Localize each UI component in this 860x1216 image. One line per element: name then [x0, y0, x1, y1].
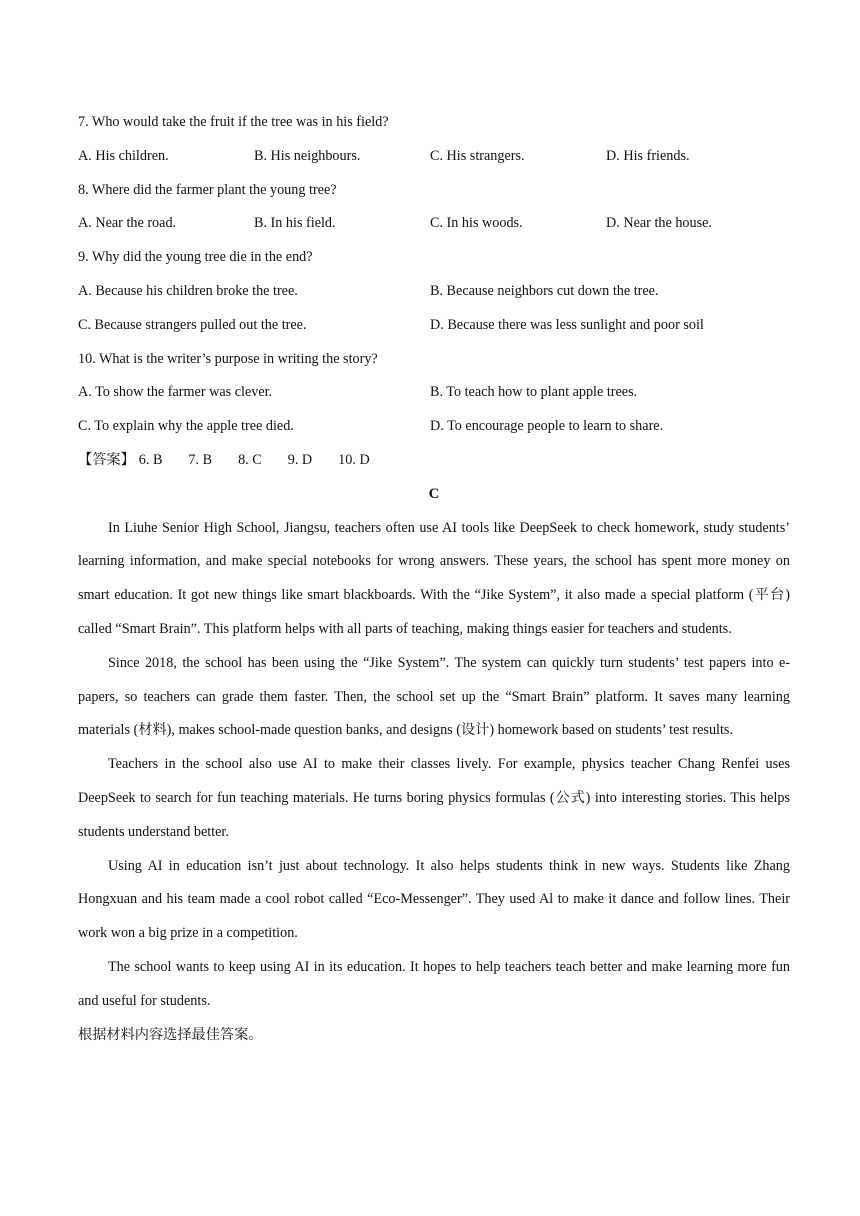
passage-paragraph-1: In Liuhe Senior High School, Jiangsu, teachers often use AI tools like DeepSeek to check homework, study students’ learning information, and make special notebooks for wrong answers. These years, the school has spent more money on smart education. It got new things like smart blackboards. With the “Jike System”, it also made a special platform (平台) called “Smart Brain”. This platform helps with all parts of teaching, making things easier for teachers and students.: [78, 519, 790, 637]
answer-key: [78, 444, 790, 478]
question-7-option-b: B. His neighbours.: [254, 147, 361, 164]
question-10-options-row-1: [78, 376, 790, 410]
question-8-stem: 8. Where did the farmer plant the young tree?: [78, 181, 337, 198]
question-7-stem: 7. Who would take the fruit if the tree was in his field?: [78, 114, 389, 130]
question-7-option-d: D. His friends.: [606, 147, 690, 164]
question-9-option-c: C. Because strangers pulled out the tree.: [78, 316, 307, 333]
answer-item: 6. B: [138, 451, 163, 468]
question-9-option-d: D. Because there was less sunlight and poor soil: [430, 316, 704, 333]
section-title: C: [428, 485, 440, 502]
passage-paragraph-3: Teachers in the school also use AI to make their classes lively. For example, physics teacher Chang Renfei uses DeepSeek to search for fun teaching materials. He turns boring physics formulas (公式) into interesting stories. This helps students understand better.: [78, 756, 790, 840]
question-8-option-b: B. In his field.: [254, 215, 336, 232]
question-7-options: [78, 140, 790, 174]
question-9-stem: 9. Why did the young tree die in the end?: [78, 249, 313, 266]
answer-item: 9. D: [287, 451, 313, 468]
question-9-option-a: A. Because his children broke the tree.: [78, 282, 298, 299]
question-7-option-a: A. His children.: [78, 147, 169, 164]
answer-label: 【答案】: [78, 451, 135, 468]
document-page: [78, 106, 790, 1052]
question-10-option-d: D. To encourage people to learn to share.: [430, 418, 664, 435]
question-8-option-c: C. In his woods.: [430, 215, 523, 232]
instruction-text: 根据材料内容选择最佳答案。: [78, 1026, 263, 1043]
answer-item: 10. D: [338, 451, 370, 468]
question-9-option-b: B. Because neighbors cut down the tree.: [430, 282, 659, 299]
question-7-option-c: C. His strangers.: [430, 147, 525, 164]
question-9-options-row-2: [78, 309, 790, 343]
question-10-options-row-2: [78, 410, 790, 444]
question-10-option-b: B. To teach how to plant apple trees.: [430, 384, 638, 401]
question-10-option-a: A. To show the farmer was clever.: [78, 384, 273, 401]
passage-paragraph-4: Using AI in education isn’t just about technology. It also helps students think in new ways. Students like Zhang Hongxuan and his team made a cool robot called “Eco-Messenger”. They used Al to make it dance and follow lines. Their work won a big prize in a competition.: [78, 857, 790, 942]
question-10-stem: 10. What is the writer’s purpose in writing the story?: [78, 350, 378, 367]
question-8-option-a: A. Near the road.: [78, 215, 177, 232]
question-8-option-d: D. Near the house.: [606, 215, 712, 232]
question-9-options-row-1: [78, 275, 790, 309]
passage-paragraph-5: The school wants to keep using AI in its education. It hopes to help teachers teach better and make learning more fun and useful for students.: [78, 958, 790, 1009]
answer-item: 7. B: [188, 451, 213, 468]
question-10-option-c: C. To explain why the apple tree died.: [78, 418, 294, 435]
passage-paragraph-2: Since 2018, the school has been using the “Jike System”. The system can quickly turn students’ test papers into e-papers, so teachers can grade them faster. Then, the school set up the “Smart Brain” platform. It saves many learning materials (材料), makes school-made question banks, and designs (设计) homework based on students’ test results.: [78, 654, 790, 739]
answer-item: 8. C: [238, 451, 262, 468]
question-8-options: [78, 207, 790, 241]
